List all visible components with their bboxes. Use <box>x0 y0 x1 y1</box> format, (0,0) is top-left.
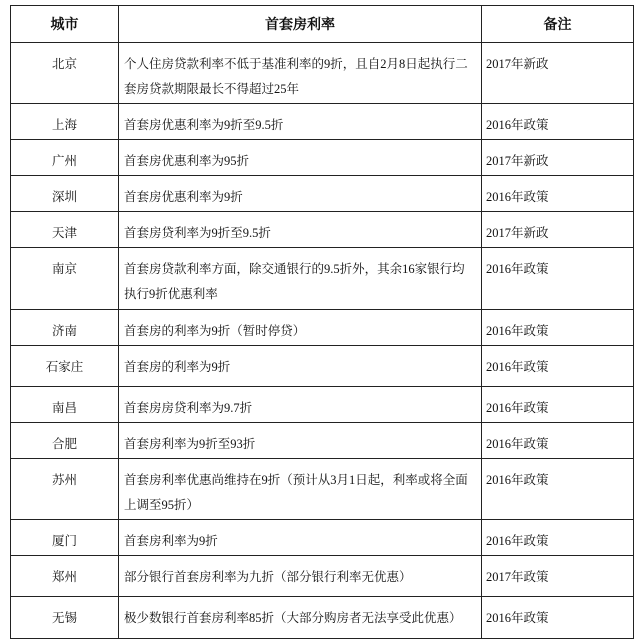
rate-cell-text: 首套房优惠利率为9折至9.5折 <box>124 118 284 132</box>
rate-cell <box>119 248 482 310</box>
city-cell-text: 天津 <box>51 226 77 240</box>
rate-cell-text: 首套房利率为9折 <box>124 534 218 548</box>
note-cell-text: 2016年政策 <box>486 437 549 451</box>
table-row <box>11 459 634 520</box>
city-cell-text: 合肥 <box>51 437 77 451</box>
table-row <box>11 423 634 459</box>
note-cell-text: 2017年新政 <box>486 57 549 71</box>
rate-cell-text: 首套房的利率为9折（暂时停贷） <box>124 324 306 338</box>
note-cell-text: 2016年政策 <box>486 611 549 625</box>
city-cell <box>11 140 119 176</box>
note-cell-text: 2016年政策 <box>486 190 549 204</box>
city-cell-text: 厦门 <box>51 534 77 548</box>
city-cell-text: 苏州 <box>51 473 77 487</box>
note-cell <box>482 43 634 104</box>
mortgage-rate-table <box>10 5 634 639</box>
rate-cell <box>119 176 482 212</box>
note-cell <box>482 597 634 639</box>
city-cell <box>11 212 119 248</box>
table-row <box>11 387 634 423</box>
rate-cell-text: 首套房贷款利率方面，除交通银行的9.5折外，其余16家银行均执行9折优惠利率 <box>124 262 465 301</box>
table-row <box>11 212 634 248</box>
note-cell <box>482 520 634 556</box>
city-cell <box>11 248 119 310</box>
note-cell-text: 2016年政策 <box>486 473 549 487</box>
header-city: 城市 <box>11 6 119 43</box>
rate-cell <box>119 597 482 639</box>
city-cell-text: 南昌 <box>51 401 77 415</box>
note-cell-text: 2017年新政 <box>486 226 549 240</box>
city-cell <box>11 43 119 104</box>
city-cell <box>11 597 119 639</box>
city-cell <box>11 459 119 520</box>
city-cell-text: 上海 <box>51 118 77 132</box>
note-cell-text: 2016年政策 <box>486 401 549 415</box>
note-cell <box>482 556 634 597</box>
table-row <box>11 556 634 597</box>
rate-cell <box>119 459 482 520</box>
city-cell <box>11 556 119 597</box>
note-cell <box>482 346 634 387</box>
city-cell <box>11 520 119 556</box>
rate-cell-text: 首套房利率优惠尚维持在9折（预计从3月1日起，利率或将全面上调至95折） <box>124 473 468 512</box>
note-cell-text: 2016年政策 <box>486 360 549 374</box>
rate-cell-text: 首套房优惠利率为9折 <box>124 190 243 204</box>
city-cell-text: 南京 <box>51 262 77 276</box>
rate-cell-text: 首套房的利率为9折 <box>124 360 231 374</box>
table-row <box>11 597 634 639</box>
note-cell-text: 2017年政策 <box>486 570 549 584</box>
rate-cell <box>119 140 482 176</box>
rate-cell <box>119 423 482 459</box>
note-cell <box>482 387 634 423</box>
rate-cell <box>119 310 482 346</box>
note-cell <box>482 310 634 346</box>
note-cell-text: 2016年政策 <box>486 534 549 548</box>
note-cell <box>482 459 634 520</box>
rate-cell <box>119 346 482 387</box>
city-cell-text: 无锡 <box>51 611 77 625</box>
city-cell-text: 石家庄 <box>45 360 84 374</box>
city-cell <box>11 387 119 423</box>
header-note: 备注 <box>482 6 634 43</box>
rate-cell-text: 部分银行首套房利率为九折（部分银行利率无优惠） <box>124 570 412 584</box>
table-row <box>11 140 634 176</box>
header-rate: 首套房利率 <box>119 6 482 43</box>
city-cell-text: 郑州 <box>51 570 77 584</box>
note-cell-text: 2016年政策 <box>486 118 549 132</box>
note-cell <box>482 104 634 140</box>
city-cell <box>11 176 119 212</box>
rate-cell-text: 首套房利率为9折至93折 <box>124 437 256 451</box>
table-row <box>11 346 634 387</box>
note-cell <box>482 212 634 248</box>
rate-cell-text: 个人住房贷款利率不低于基准利率的9折，且自2月8日起执行二套房贷款期限最长不得超过25年 <box>124 57 468 96</box>
note-cell-text: 2017年新政 <box>486 154 549 168</box>
table-row <box>11 310 634 346</box>
rate-cell-text: 极少数银行首套房利率85折（大部分购房者无法享受此优惠） <box>124 611 462 625</box>
rate-cell-text: 首套房房贷利率为9.7折 <box>124 401 253 415</box>
table-row <box>11 248 634 310</box>
city-cell-text: 广州 <box>51 154 77 168</box>
city-cell-text: 深圳 <box>51 190 77 204</box>
rate-cell <box>119 387 482 423</box>
table-row <box>11 104 634 140</box>
note-cell <box>482 423 634 459</box>
rate-cell-text: 首套房贷利率为9折至9.5折 <box>124 226 271 240</box>
note-cell-text: 2016年政策 <box>486 324 549 338</box>
rate-cell-text: 首套房优惠利率为95折 <box>124 154 250 168</box>
city-cell <box>11 104 119 140</box>
rate-cell <box>119 43 482 104</box>
table-row <box>11 176 634 212</box>
table-header-row <box>11 6 634 43</box>
rate-cell <box>119 556 482 597</box>
city-cell-text: 济南 <box>51 324 77 338</box>
note-cell <box>482 140 634 176</box>
note-cell-text: 2016年政策 <box>486 262 549 276</box>
rate-cell <box>119 212 482 248</box>
note-cell <box>482 176 634 212</box>
city-cell-text: 北京 <box>51 57 77 71</box>
city-cell <box>11 346 119 387</box>
table-row <box>11 520 634 556</box>
rate-cell <box>119 520 482 556</box>
city-cell <box>11 310 119 346</box>
rate-cell <box>119 104 482 140</box>
note-cell <box>482 248 634 310</box>
city-cell <box>11 423 119 459</box>
table-row <box>11 43 634 104</box>
